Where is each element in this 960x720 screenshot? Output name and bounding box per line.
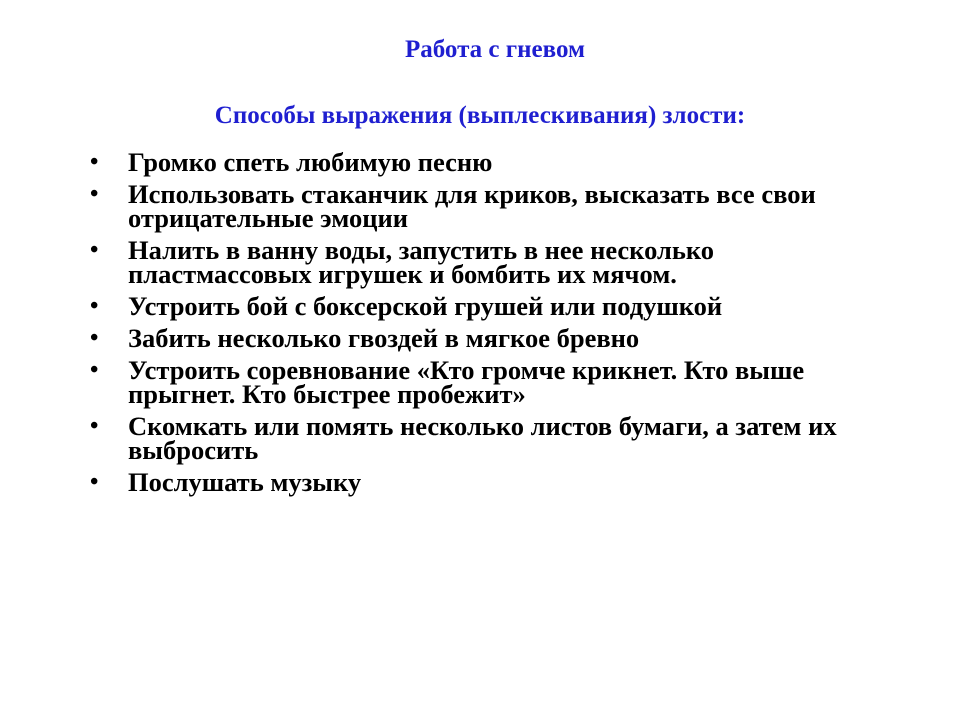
list-item-text: Устроить бой с боксерской грушей или подушкой — [128, 291, 723, 321]
list-item — [88, 323, 878, 353]
list-item — [88, 179, 878, 233]
list-item-text: Громко спеть любимую песню — [128, 147, 493, 177]
list-item — [88, 467, 878, 497]
list-item — [88, 411, 878, 465]
bullet-icon: • — [90, 357, 99, 383]
bullet-list — [88, 147, 878, 502]
list-item-text: Послушать музыку — [128, 467, 362, 497]
bullet-icon: • — [90, 237, 99, 263]
list-item — [88, 235, 878, 289]
list-item-text: Налить в ванну воды, запустить в нее несколько пластмассовых игрушек и бомбить их мячом. — [128, 235, 715, 289]
list-item-text: Устроить соревнование «Кто громче крикнет. Кто выше прыгнет. Кто быстрее пробежит» — [128, 355, 805, 409]
slide-title: Работа с гневом — [404, 36, 586, 63]
bullet-icon: • — [90, 181, 99, 207]
list-item — [88, 355, 878, 409]
bullet-icon: • — [90, 469, 99, 495]
slide-subtitle: Способы выражения (выплескивания) злости: — [214, 102, 746, 129]
bullet-icon: • — [90, 293, 99, 319]
list-item-text: Скомкать или помять несколько листов бумаги, а затем их выбросить — [128, 411, 837, 465]
list-item — [88, 147, 878, 177]
bullet-icon: • — [90, 413, 99, 439]
bullet-icon: • — [90, 149, 99, 175]
list-item — [88, 291, 878, 321]
bullet-icon: • — [90, 325, 99, 351]
list-item-text: Использовать стаканчик для криков, высказать все свои отрицательные эмоции — [128, 179, 816, 233]
list-item-text: Забить несколько гвоздей в мягкое бревно — [128, 323, 640, 353]
